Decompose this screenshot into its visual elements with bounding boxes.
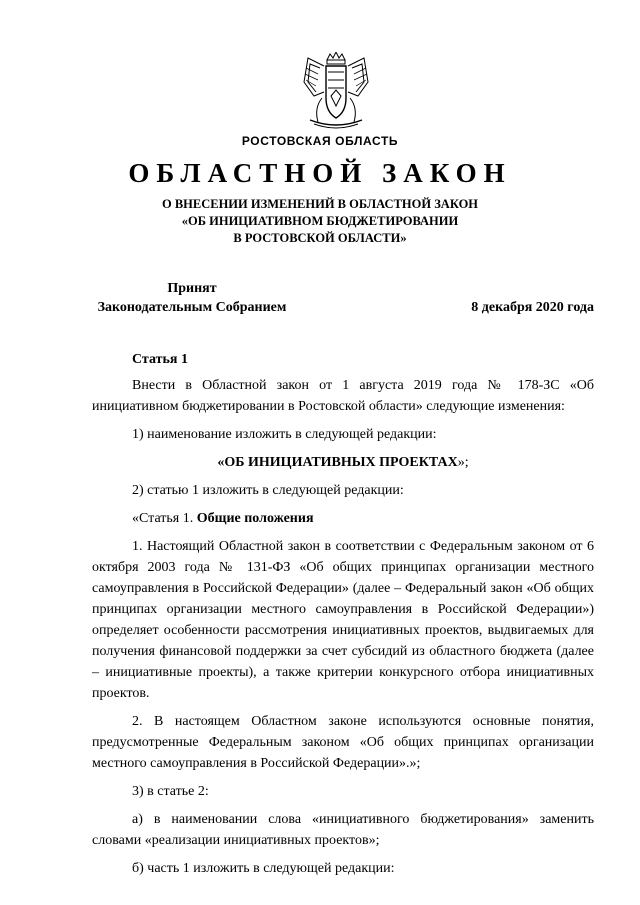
quoted-article-title: Общие положения: [196, 511, 314, 526]
new-title-tail: »;: [457, 455, 469, 470]
rostov-oblast-coat-of-arms-icon: [300, 52, 372, 132]
new-title: «ОБ ИНИЦИАТИВНЫХ ПРОЕКТАХ: [217, 455, 458, 470]
adoption-block: [92, 279, 292, 317]
law-subtitle-line: В РОСТОВСКОЙ ОБЛАСТИ»: [233, 231, 407, 245]
adoption-date: 8 декабря 2020 года: [471, 300, 594, 315]
law-subtitle: [0, 196, 640, 247]
article-paragraph: 3) в статье 2:: [132, 784, 209, 799]
quoted-article-prefix: «Статья 1.: [132, 511, 197, 526]
law-title: ОБЛАСТНОЙ ЗАКОН: [128, 158, 512, 188]
quoted-article-heading: [92, 508, 594, 529]
adopted-by: Законодательным Собранием: [97, 300, 287, 315]
law-subtitle-line: О ВНЕСЕНИИ ИЗМЕНЕНИЙ В ОБЛАСТНОЙ ЗАКОН: [161, 197, 479, 211]
article-paragraph: 2) статью 1 изложить в следующей редакции:: [132, 483, 404, 498]
adopted-label: Принят: [167, 281, 217, 296]
article-paragraph: а) в наименовании слова «инициативного бюджетирования» заменить словами «реализации инициативных проектов»;: [92, 812, 594, 848]
article-paragraph: 2. В настоящем Областном законе используются основные понятия, предусмотренные Федеральным законом «Об общих принципах организации местного самоуправления в Российской Федерации».»;: [92, 714, 594, 771]
new-title-paragraph: [92, 452, 594, 473]
article-heading: Статья 1: [132, 352, 188, 367]
article-paragraph: б) часть 1 изложить в следующей редакции:: [132, 861, 395, 876]
article-paragraph: 1) наименование изложить в следующей редакции:: [132, 427, 437, 442]
law-subtitle-line: «ОБ ИНИЦИАТИВНОМ БЮДЖЕТИРОВАНИИ: [181, 214, 459, 228]
region-name: РОСТОВСКАЯ ОБЛАСТЬ: [241, 134, 399, 148]
article-body: [92, 349, 594, 886]
article-paragraph: 1. Настоящий Областной закон в соответствии с Федеральным законом от 6 октября 2003 года № 131-ФЗ «Об общих принципах организации местного самоуправления в Российской Федерации» (далее – Федеральный закон «Об общих принципах организации местного самоуправления в Российской Федерации») определяет особенности рассмотрения инициативных проектов, выдвигаемых для получения финансовой поддержки за счет субсидий из областного бюджета (далее – инициативные проекты), а также критерии конкурсного отбора инициативных проектов.: [92, 539, 594, 701]
article-paragraph: Внести в Областной закон от 1 августа 2019 года № 178-ЗС «Об инициативном бюджетировании в Ростовской области» следующие изменения:: [92, 378, 594, 414]
